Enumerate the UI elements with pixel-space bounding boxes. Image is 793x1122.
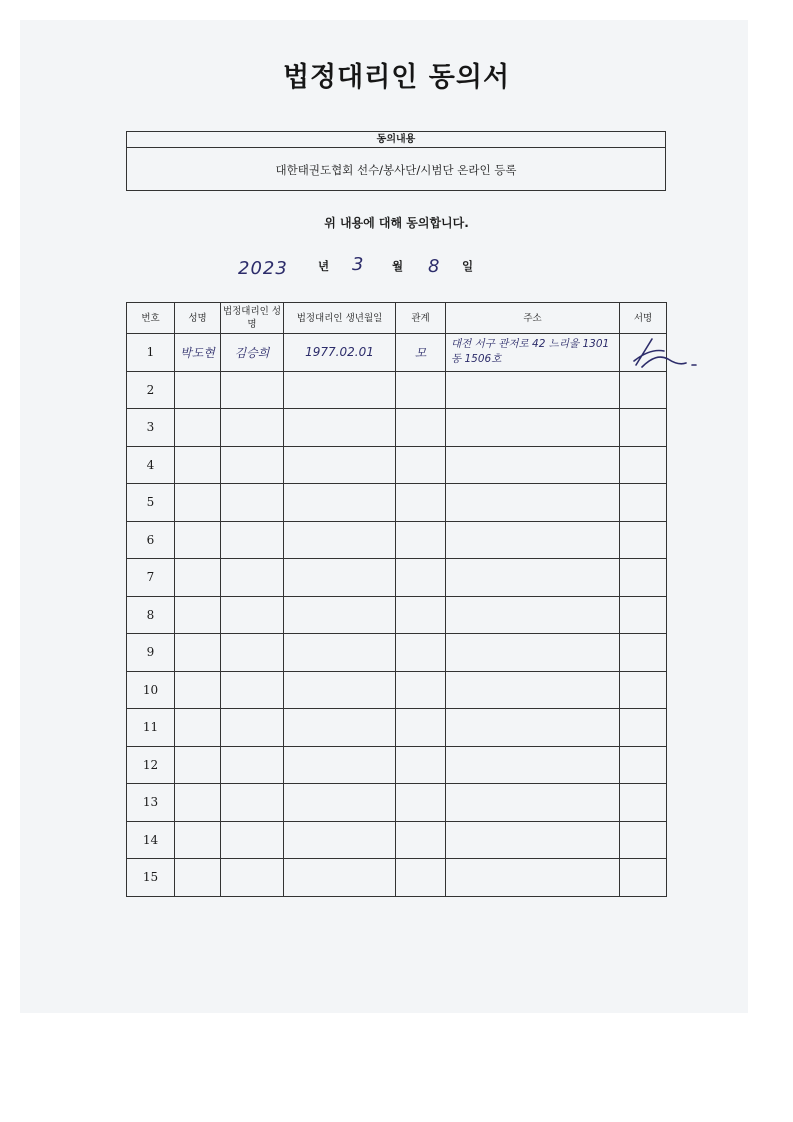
address-cell bbox=[446, 671, 620, 709]
header-guardian-birthdate: 법정대리인 생년월일 bbox=[284, 303, 396, 334]
guardian-name-cell bbox=[221, 446, 284, 484]
date-month-label: 월 bbox=[392, 259, 404, 273]
address-cell bbox=[446, 559, 620, 597]
guardian-birthdate-cell bbox=[284, 784, 396, 822]
agreement-statement: 위 내용에 대해 동의합니다. bbox=[324, 216, 469, 230]
row-number-cell: 6 bbox=[127, 521, 175, 559]
signature-cell bbox=[620, 596, 667, 634]
signature-cell bbox=[620, 521, 667, 559]
participant-name-cell bbox=[175, 746, 221, 784]
relation-cell bbox=[396, 784, 446, 822]
date-month-handwritten: 3 bbox=[352, 254, 365, 275]
row-number-cell: 1 bbox=[127, 334, 175, 372]
signature-cell bbox=[620, 671, 667, 709]
participant-name-cell bbox=[175, 596, 221, 634]
header-number: 번호 bbox=[127, 303, 175, 334]
participant-name-cell bbox=[175, 634, 221, 672]
guardian-birthdate-cell bbox=[284, 821, 396, 859]
table-row bbox=[127, 746, 667, 784]
table-row bbox=[127, 334, 667, 372]
guardian-birthdate-cell bbox=[284, 634, 396, 672]
signature-cell bbox=[620, 784, 667, 822]
guardian-name-cell bbox=[221, 409, 284, 447]
guardian-birthdate-cell bbox=[284, 859, 396, 897]
address-cell bbox=[446, 409, 620, 447]
address-cell: 대전 서구 관저로 42 느리울 1301동 1506호 bbox=[446, 334, 620, 372]
participant-name-cell bbox=[175, 821, 221, 859]
address-cell bbox=[446, 634, 620, 672]
guardian-name-cell bbox=[221, 784, 284, 822]
relation-cell bbox=[396, 859, 446, 897]
relation-cell bbox=[396, 409, 446, 447]
guardian-name-cell bbox=[221, 521, 284, 559]
address-cell bbox=[446, 484, 620, 522]
guardian-name-cell bbox=[221, 484, 284, 522]
consent-content: 대한태권도협회 선수/봉사단/시범단 온라인 등록 bbox=[275, 163, 517, 177]
date-year-label: 년 bbox=[318, 259, 330, 273]
relation-cell bbox=[396, 521, 446, 559]
participant-name-cell bbox=[175, 559, 221, 597]
address-cell bbox=[446, 371, 620, 409]
table-row bbox=[127, 859, 667, 897]
guardian-name-cell: 김승희 bbox=[221, 334, 284, 372]
guardian-name-cell bbox=[221, 559, 284, 597]
table-row bbox=[127, 559, 667, 597]
table-row bbox=[127, 371, 667, 409]
date-line bbox=[0, 252, 793, 282]
row-number-cell: 10 bbox=[127, 671, 175, 709]
header-relation: 관계 bbox=[396, 303, 446, 334]
table-row bbox=[127, 596, 667, 634]
participant-name-cell bbox=[175, 409, 221, 447]
participant-name-cell bbox=[175, 446, 221, 484]
guardian-name-cell bbox=[221, 596, 284, 634]
table-row bbox=[127, 671, 667, 709]
row-number-cell: 2 bbox=[127, 371, 175, 409]
guardian-birthdate-cell bbox=[284, 671, 396, 709]
participant-name-cell bbox=[175, 859, 221, 897]
guardian-birthdate-cell bbox=[284, 371, 396, 409]
address-cell bbox=[446, 859, 620, 897]
row-number-cell: 9 bbox=[127, 634, 175, 672]
participant-name-cell: 박도현 bbox=[175, 334, 221, 372]
header-signature: 서명 bbox=[620, 303, 667, 334]
row-number-cell: 11 bbox=[127, 709, 175, 747]
guardian-birthdate-cell bbox=[284, 596, 396, 634]
date-year-handwritten: 2023 bbox=[238, 258, 288, 279]
row-number-cell: 7 bbox=[127, 559, 175, 597]
document-title: 법정대리인 동의서 bbox=[282, 62, 511, 93]
guardian-table bbox=[126, 302, 667, 897]
guardian-name-cell bbox=[221, 371, 284, 409]
address-cell bbox=[446, 446, 620, 484]
relation-cell bbox=[396, 821, 446, 859]
participant-name-cell bbox=[175, 371, 221, 409]
signature-cell bbox=[620, 746, 667, 784]
table-body bbox=[127, 334, 667, 897]
table-row bbox=[127, 446, 667, 484]
signature-cell bbox=[620, 371, 667, 409]
guardian-birthdate-cell bbox=[284, 746, 396, 784]
signature-cell bbox=[620, 446, 667, 484]
guardian-birthdate-cell bbox=[284, 446, 396, 484]
row-number-cell: 4 bbox=[127, 446, 175, 484]
address-cell bbox=[446, 709, 620, 747]
row-number-cell: 12 bbox=[127, 746, 175, 784]
guardian-birthdate-cell bbox=[284, 409, 396, 447]
date-day-handwritten: 8 bbox=[428, 256, 441, 277]
relation-cell bbox=[396, 559, 446, 597]
row-number-cell: 5 bbox=[127, 484, 175, 522]
relation-cell bbox=[396, 709, 446, 747]
relation-cell bbox=[396, 634, 446, 672]
signature-cell bbox=[620, 634, 667, 672]
guardian-birthdate-cell: 1977.02.01 bbox=[284, 334, 396, 372]
relation-cell bbox=[396, 671, 446, 709]
date-day-label: 일 bbox=[462, 259, 474, 273]
relation-cell bbox=[396, 371, 446, 409]
address-cell bbox=[446, 784, 620, 822]
relation-cell bbox=[396, 446, 446, 484]
signature-cell bbox=[620, 409, 667, 447]
row-number-cell: 3 bbox=[127, 409, 175, 447]
participant-name-cell bbox=[175, 671, 221, 709]
table-row bbox=[127, 484, 667, 522]
address-cell bbox=[446, 521, 620, 559]
table-row bbox=[127, 634, 667, 672]
participant-name-cell bbox=[175, 784, 221, 822]
guardian-name-cell bbox=[221, 821, 284, 859]
participant-name-cell bbox=[175, 484, 221, 522]
row-number-cell: 13 bbox=[127, 784, 175, 822]
table-row bbox=[127, 409, 667, 447]
relation-cell: 모 bbox=[396, 334, 446, 372]
header-address: 주소 bbox=[446, 303, 620, 334]
table-row bbox=[127, 709, 667, 747]
consent-box bbox=[126, 131, 666, 191]
row-number-cell: 14 bbox=[127, 821, 175, 859]
address-cell bbox=[446, 821, 620, 859]
guardian-name-cell bbox=[221, 859, 284, 897]
row-number-cell: 15 bbox=[127, 859, 175, 897]
header-guardian-name: 법정대리인 성명 bbox=[221, 303, 284, 334]
signature-mark bbox=[630, 335, 710, 371]
signature-cell bbox=[620, 821, 667, 859]
relation-cell bbox=[396, 746, 446, 784]
relation-cell bbox=[396, 596, 446, 634]
relation-cell bbox=[396, 484, 446, 522]
guardian-birthdate-cell bbox=[284, 521, 396, 559]
participant-name-cell bbox=[175, 521, 221, 559]
signature-cell bbox=[620, 484, 667, 522]
table-row bbox=[127, 784, 667, 822]
table-header-row bbox=[127, 303, 667, 334]
guardian-birthdate-cell bbox=[284, 484, 396, 522]
guardian-birthdate-cell bbox=[284, 559, 396, 597]
guardian-name-cell bbox=[221, 671, 284, 709]
consent-header: 동의내용 bbox=[127, 132, 665, 148]
participant-name-cell bbox=[175, 709, 221, 747]
signature-cell bbox=[620, 859, 667, 897]
guardian-name-cell bbox=[221, 634, 284, 672]
guardian-name-cell bbox=[221, 709, 284, 747]
table-row bbox=[127, 521, 667, 559]
row-number-cell: 8 bbox=[127, 596, 175, 634]
header-name: 성명 bbox=[175, 303, 221, 334]
signature-cell bbox=[620, 559, 667, 597]
guardian-birthdate-cell bbox=[284, 709, 396, 747]
signature-cell bbox=[620, 709, 667, 747]
address-cell bbox=[446, 596, 620, 634]
table-row bbox=[127, 821, 667, 859]
guardian-name-cell bbox=[221, 746, 284, 784]
address-cell bbox=[446, 746, 620, 784]
